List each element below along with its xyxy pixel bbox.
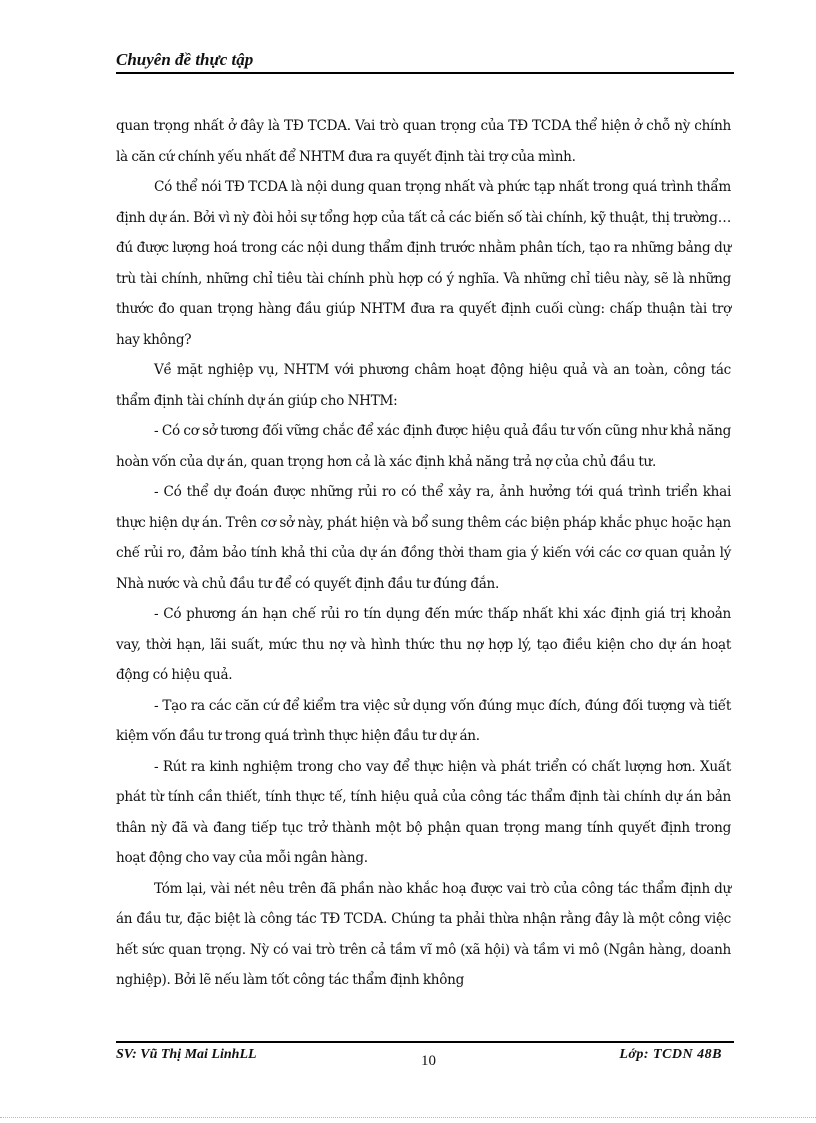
header-title: Chuyên đề thực tập — [116, 50, 254, 69]
bullet-paragraph: - Rút ra kinh nghiệm trong cho vay để thực hiện và phát triển có chất lượng hơn. Xuất phát từ tính cần thiết, tính thực tế, tính hiệu quả của công tác thẩm định tài chính dự án bản thân nỳ đã và đang tiếp tục trở thành một bộ phận quan trọng mang tính quyết định trong hoạt động cho vay của mỗi ngân hàng. — [116, 758, 731, 866]
paragraph: Tóm lại, vài nét nêu trên đã phần nào khắc hoạ được vai trò của công tác thẩm định dự án đầu tư, đặc biệt là công tác TĐ TCDA. Chúng ta phải thừa nhận rằng đây là một công việc hết sức quan trọng. Nỳ có vai trò trên cả tầm vĩ mô (xã hội) và tầm vi mô (Ngân hàng, doanh nghiệp). Bởi lẽ nếu làm tốt công tác thẩm định không — [116, 880, 731, 988]
page-footer — [116, 1041, 734, 1073]
paragraph: Có thể nói TĐ TCDA là nội dung quan trọng nhất và phức tạp nhất trong quá trình thẩm định dự án. Bởi vì nỳ đòi hỏi sự tổng hợp của tất cả các biến số tài chính, kỹ thuật, thị trường…đú được lượng hoá trong các nội dung thẩm định trước nhằm phân tích, tạo ra những bảng dự trù tài chính, những chỉ tiêu tài chính phù hợp có ý nghĩa. Và những chỉ tiêu này, sẽ là những thước đo quan trọng hàng đầu giúp NHTM đưa ra quyết định cuối cùng: chấp thuận tài trợ hay không? — [116, 179, 731, 348]
bullet-paragraph: - Có phương án hạn chế rủi ro tín dụng đến mức thấp nhất khi xác định giá trị khoản vay, thời hạn, lãi suất, mức thu nợ và hình thức thu nợ hợp lý, tạo điều kiện cho dự án hoạt động có hiệu quả. — [116, 606, 731, 683]
page-header — [116, 48, 734, 74]
paragraph-continuation: quan trọng nhất ở đây là TĐ TCDA. Vai trò quan trọng của TĐ TCDA thể hiện ở chỗ nỳ chính là căn cứ chính yếu nhất để NHTM đưa ra quyết định tài trợ của mình. — [116, 118, 731, 165]
document-body — [116, 111, 731, 996]
bullet-paragraph: - Có thể dự đoán được những rủi ro có thể xảy ra, ảnh hưởng tới quá trình triển khai thực hiện dự án. Trên cơ sở này, phát hiện và bổ sung thêm các biện pháp khắc phục hoặc hạn chế rủi ro, đảm bảo tính khả thi của dự án đồng thời tham gia ý kiến với các cơ quan quản lý Nhà nước và chủ đầu tư để có quyết định đầu tư đúng đắn. — [116, 484, 731, 592]
paragraph: Về mặt nghiệp vụ, NHTM với phương châm hoạt động hiệu quả và an toàn, công tác thẩm định tài chính dự án giúp cho NHTM: — [116, 362, 731, 409]
page-number: 10 — [421, 1053, 436, 1069]
page-edge-divider — [0, 1117, 816, 1118]
bullet-paragraph: - Tạo ra các căn cứ để kiểm tra việc sử dụng vốn đúng mục đích, đúng đối tượng và tiết kiệm vốn đầu tư trong quá trình thực hiện đầu tư dự án. — [116, 697, 731, 744]
bullet-paragraph: - Có cơ sở tương đối vững chắc để xác định được hiệu quả đầu tư vốn cũng như khả năng hoàn vốn của dự án, quan trọng hơn cả là xác định khả năng trả nợ của chủ đầu tư. — [116, 423, 731, 470]
footer-author: SV: Vũ Thị Mai LinhLL — [116, 1047, 257, 1062]
footer-class: Lớp: TCDN 48B — [619, 1047, 722, 1062]
